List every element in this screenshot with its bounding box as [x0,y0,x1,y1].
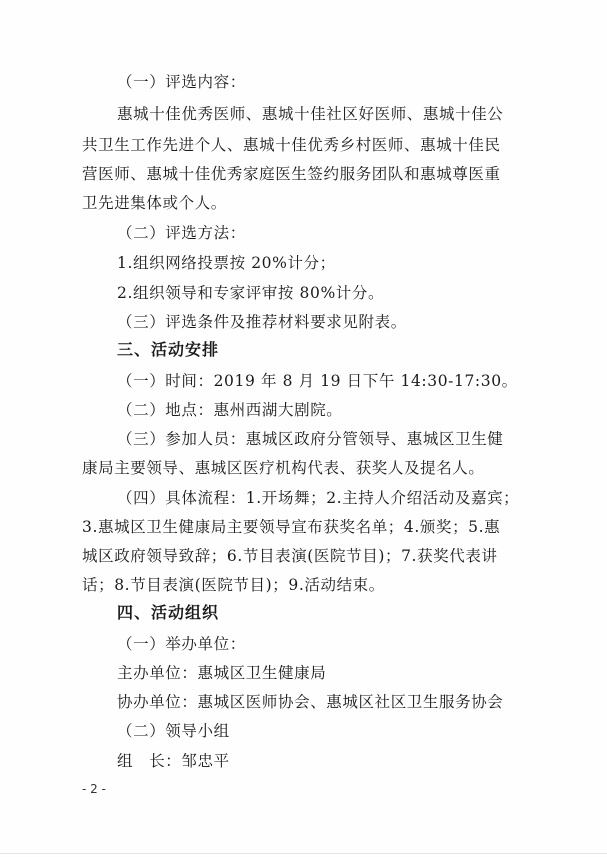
paragraph-line: （四）具体流程：1.开场舞；2.主持人介绍活动及嘉宾； [117,489,520,507]
paragraph-line: 卫先进集体或个人。 [82,194,227,212]
paragraph-line: 协办单位：惠城区医师协会、惠城区社区卫生服务协会 [117,693,504,711]
paragraph-line: （二）领导小组 [117,722,230,740]
paragraph-line: 营医师、惠城十佳优秀家庭医生签约服务团队和惠城尊医重 [82,165,501,183]
paragraph-line: 惠城十佳优秀医师、惠城十佳社区好医师、惠城十佳公 [117,105,504,123]
paragraph-line: （一）时间：2019 年 8 月 19 日下午 14:30-17:30。 [117,372,518,390]
paragraph-line: 3.惠城区卫生健康局主要领导宣布获奖名单；4.颁奖；5.惠 [82,518,501,536]
list-item: 1.组织网络投票按 20%计分； [117,254,336,272]
section-title-selection-method: （二）评选方法： [117,224,246,242]
paragraph-line: （二）地点：惠州西湖大剧院。 [117,401,343,419]
paragraph-line: 主办单位：惠城区卫生健康局 [117,664,327,682]
paragraph-line: 共卫生工作先进个人、惠城十佳优秀乡村医师、惠城十佳民 [82,136,501,154]
paragraph-line: （三）参加人员：惠城区政府分管领导、惠城区卫生健 [117,430,504,448]
page-number: - 2 - [82,782,106,796]
section-heading-activity-organization: 四、活动组织 [117,603,220,622]
paragraph-line: （三）评选条件及推荐材料要求见附表。 [117,313,407,331]
paragraph-line: （一）举办单位： [117,635,246,653]
paragraph-line: 城区政府领导致辞；6.节目表演(医院节目)；7.获奖代表讲 [82,547,498,565]
scan-edge-line [0,853,607,854]
section-heading-activity-schedule: 三、活动安排 [117,340,220,359]
paragraph-line: 康局主要领导、惠城区医疗机构代表、获奖人及提名人。 [82,459,485,477]
paragraph-line: 话；8.节目表演(医院节目)；9.活动结束。 [82,576,385,594]
section-title-selection-content: （一）评选内容： [117,73,246,91]
paragraph-line: 组 长：邹忠平 [117,752,230,770]
list-item: 2.组织领导和专家评审按 80%计分。 [117,284,385,302]
